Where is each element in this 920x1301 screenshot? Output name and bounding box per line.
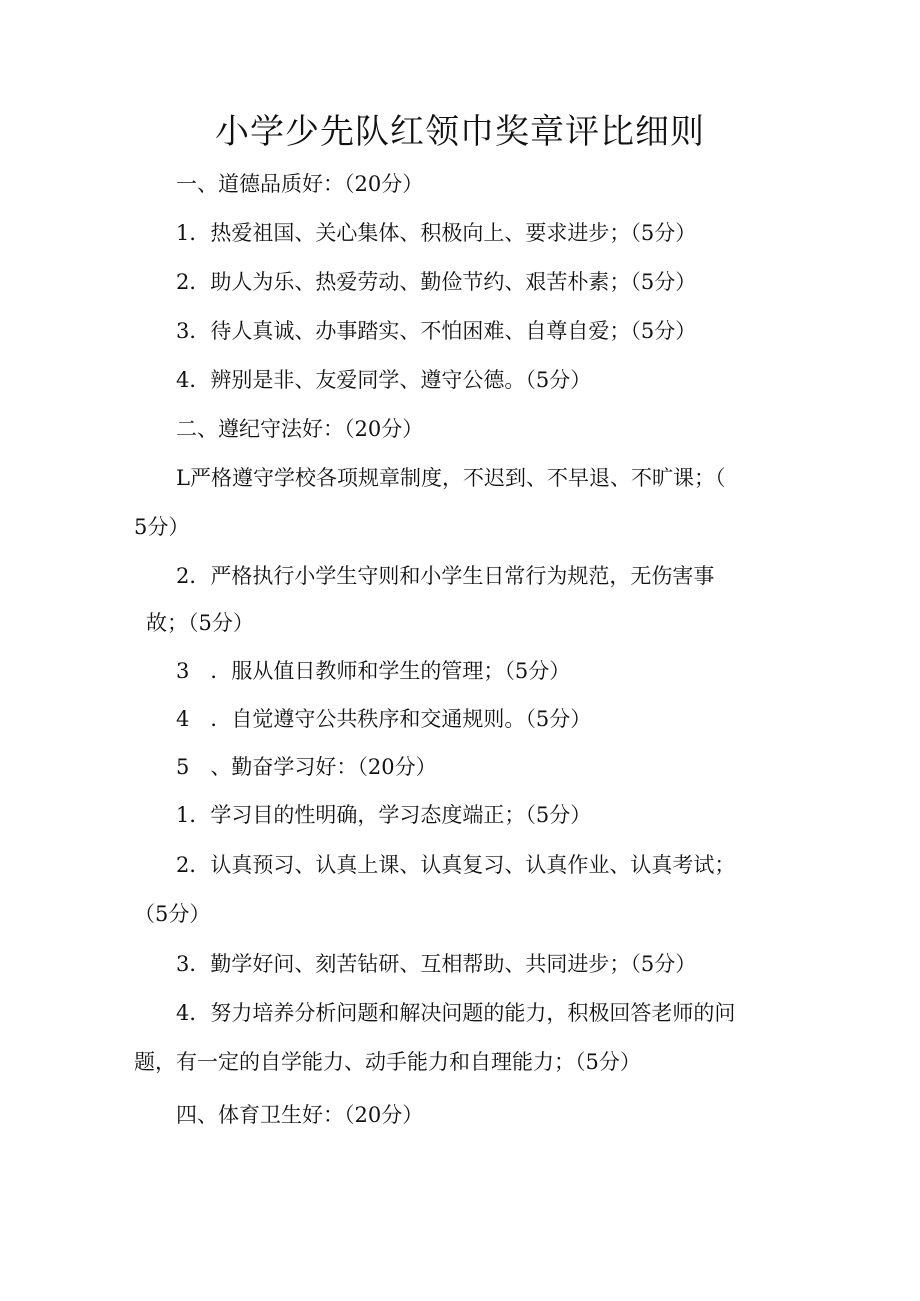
list-item-continuation: 5分）: [134, 515, 190, 539]
list-item: 3．勤学好问、刻苦钻研、互相帮助、共同进步；（5分）: [176, 952, 697, 976]
list-item: 2．严格执行小学生守则和小学生日常行为规范，无伤害事: [176, 564, 715, 588]
list-item: 3．待人真诚、办事踏实、不怕困难、自尊自爱；（5分）: [176, 319, 697, 343]
list-item: 2．认真预习、认真上课、认真复习、认真作业、认真考试；: [176, 853, 736, 877]
list-item: 4．辨别是非、友爱同学、遵守公德。（5分）: [176, 368, 592, 392]
section-heading-study: 5 、勤奋学习好：（20分）: [176, 755, 437, 779]
list-item: 3 ．服从值日教师和学生的管理；（5分）: [176, 659, 571, 683]
section-heading-discipline: 二、遵纪守法好：（20分）: [176, 417, 424, 441]
list-item: L严格遵守学校各项规章制度，不迟到、不早退、不旷课；（: [176, 466, 726, 490]
list-item: 4．努力培养分析问题和解决问题的能力，积极回答老师的问: [176, 1001, 736, 1025]
list-item-continuation: 故；（5分）: [146, 611, 254, 635]
section-heading-sports: 四、体育卫生好：（20分）: [176, 1103, 424, 1127]
list-item: 1．学习目的性明确，学习态度端正；（5分）: [176, 803, 592, 827]
list-item-continuation: （5分）: [134, 902, 211, 926]
document-title: 小学少先队红领巾奖章评比细则: [215, 112, 705, 152]
section-heading-moral: 一、道德品质好：（20分）: [176, 172, 424, 196]
list-item-continuation: 题，有一定的自学能力、动手能力和自理能力；（5分）: [134, 1050, 641, 1074]
list-item: 4 ．自觉遵守公共秩序和交通规则。（5分）: [176, 707, 592, 731]
list-item: 1．热爱祖国、关心集体、积极向上、要求进步；（5分）: [176, 221, 697, 245]
list-item: 2．助人为乐、热爱劳动、勤俭节约、艰苦朴素；（5分）: [176, 270, 697, 294]
